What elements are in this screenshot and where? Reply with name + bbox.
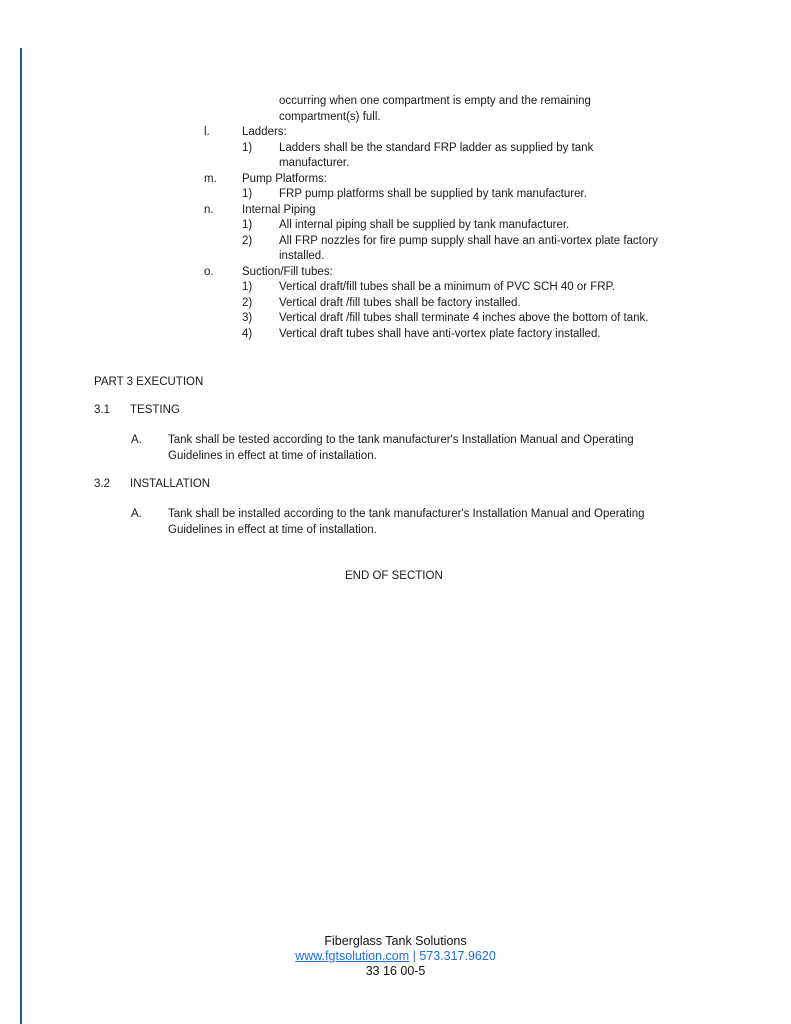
footer-doc-number: 33 16 00-5 xyxy=(365,964,426,978)
left-margin-rule xyxy=(20,48,22,1024)
continuation-line: occurring when one compartment is empty and the remaining xyxy=(279,95,591,107)
website-link[interactable]: www.fgtsolution.com xyxy=(295,949,410,963)
sub-item-number: 1) xyxy=(242,188,253,200)
sub-item-text: Vertical draft/fill tubes shall be a minimum of PVC SCH 40 or FRP. xyxy=(279,281,615,293)
sub-item-text: FRP pump platforms shall be supplied by tank manufacturer. xyxy=(279,188,587,200)
sub-item-number: 4) xyxy=(242,327,253,340)
paragraph-text: Tank shall be tested according to the tank manufacturer's Installation Manual and Operating xyxy=(168,434,634,446)
item-heading: Internal Piping xyxy=(242,203,316,216)
item-letter: m. xyxy=(204,172,217,185)
footer-separator: | xyxy=(409,949,420,963)
sub-item-text: Vertical draft /fill tubes shall be factory installed. xyxy=(279,296,521,309)
footer-company: Fiberglass Tank Solutions xyxy=(324,934,467,948)
footer-contact xyxy=(0,949,791,964)
item-letter: l. xyxy=(204,126,210,138)
section-title: INSTALLATION xyxy=(130,478,211,490)
item-letter: n. xyxy=(204,203,214,216)
section-number: 3.1 xyxy=(94,404,110,416)
end-of-section: END OF SECTION xyxy=(345,570,443,582)
part-heading: PART 3 EXECUTION xyxy=(94,376,204,388)
continuation-line: compartment(s) full. xyxy=(279,110,381,123)
sub-item-text: manufacturer. xyxy=(279,157,350,169)
item-heading: Ladders: xyxy=(242,126,287,138)
paragraph-letter: A. xyxy=(131,508,142,520)
sub-item-number: 1) xyxy=(242,219,253,231)
paragraph-text: Guidelines in effect at time of installation. xyxy=(168,523,377,536)
sub-item-text: Vertical draft tubes shall have anti-vortex plate factory installed. xyxy=(279,327,601,340)
item-heading: Pump Platforms: xyxy=(242,172,327,185)
section-number: 3.2 xyxy=(94,478,110,490)
sub-item-number: 1) xyxy=(242,281,253,293)
sub-item-number: 1) xyxy=(242,141,253,154)
item-heading: Suction/Fill tubes: xyxy=(242,265,333,278)
sub-item-text: installed. xyxy=(279,250,325,262)
sub-item-number: 2) xyxy=(242,234,253,247)
paragraph-text: Tank shall be installed according to the tank manufacturer's Installation Manual and Operating xyxy=(168,508,645,520)
paragraph-letter: A. xyxy=(131,434,142,446)
sub-item-text: All internal piping shall be supplied by tank manufacturer. xyxy=(279,219,570,231)
sub-item-number: 3) xyxy=(242,312,253,324)
item-letter: o. xyxy=(204,265,214,278)
section-title: TESTING xyxy=(130,404,180,416)
sub-item-text: All FRP nozzles for fire pump supply shall have an anti-vortex plate factory xyxy=(279,234,658,247)
sub-item-number: 2) xyxy=(242,296,253,309)
sub-item-text: Vertical draft /fill tubes shall terminate 4 inches above the bottom of tank. xyxy=(279,312,649,324)
paragraph-text: Guidelines in effect at time of installation. xyxy=(168,449,377,462)
phone-number: 573.317.9620 xyxy=(419,949,496,963)
sub-item-text: Ladders shall be the standard FRP ladder as supplied by tank xyxy=(279,141,594,154)
